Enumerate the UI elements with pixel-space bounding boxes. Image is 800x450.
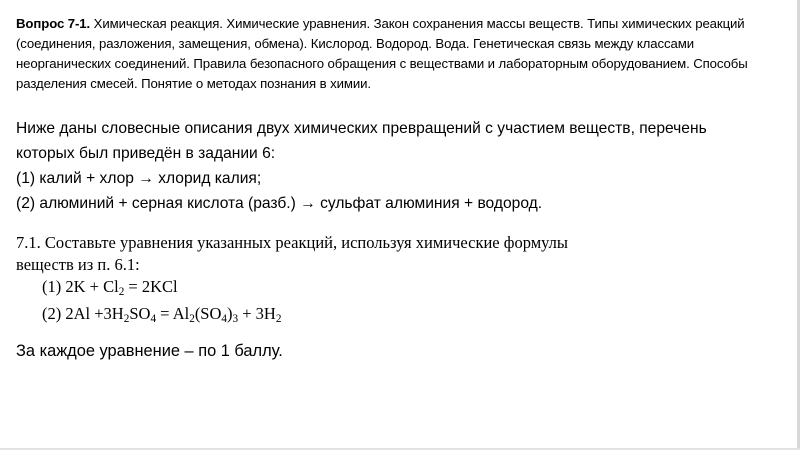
question-number-label: Вопрос 7-1. [16,16,91,31]
intro-line-2: которых был приведён в задании 6: [16,145,276,162]
question-header [16,14,784,94]
equation-2 [42,303,784,330]
subscript: 3 [232,313,239,326]
subscript: 2 [275,313,282,326]
reaction-description-2: (2) алюминий + серная кислота (разб.) → сульфат алюминия + водород. [16,195,543,212]
task-prompt-line-1: 7.1. Составьте уравнения указанных реакций, используя химические формулы [16,233,568,252]
task-block [16,232,784,330]
task-prompt-line-2: веществ из п. 6.1: [16,255,140,274]
equation-2-number: (2) [42,304,62,324]
subscript: 4 [150,313,157,326]
equation-2-formula: $2Al +3H_2SO_4 = Al_2(SO_4)_3 + 3H_2$ [65,304,282,326]
scoring-note: За каждое уравнение – по 1 баллу. [16,342,283,361]
subscript: 2 [189,313,195,326]
subscript: 4 [221,313,228,326]
equation-1-number: (1) [42,277,62,296]
equation-1-formula: $2K + Cl_2 = 2KCl$ [65,277,178,299]
question-topic-text: Химическая реакция. Химические уравнения. Закон сохранения массы веществ. Типы химических реакций (соединения, разложения, замещения, обмена). Кислород. Водород. Вода. Генетическая связь между классами неорганических соединений. Правила безопасного обращения с веществами и лабораторным оборудованием. Способы разделения смесей. Понятие о методах познания в химии. [16,16,748,91]
intro-block [16,116,784,216]
equation-1 [42,276,784,303]
subscript: 2 [123,313,130,326]
intro-line-1: Ниже даны словесные описания двух химических превращений с участием веществ, перечень [16,120,707,137]
reaction-description-1: (1) калий + хлор → хлорид калия; [16,170,262,187]
subscript: 2 [118,286,125,299]
